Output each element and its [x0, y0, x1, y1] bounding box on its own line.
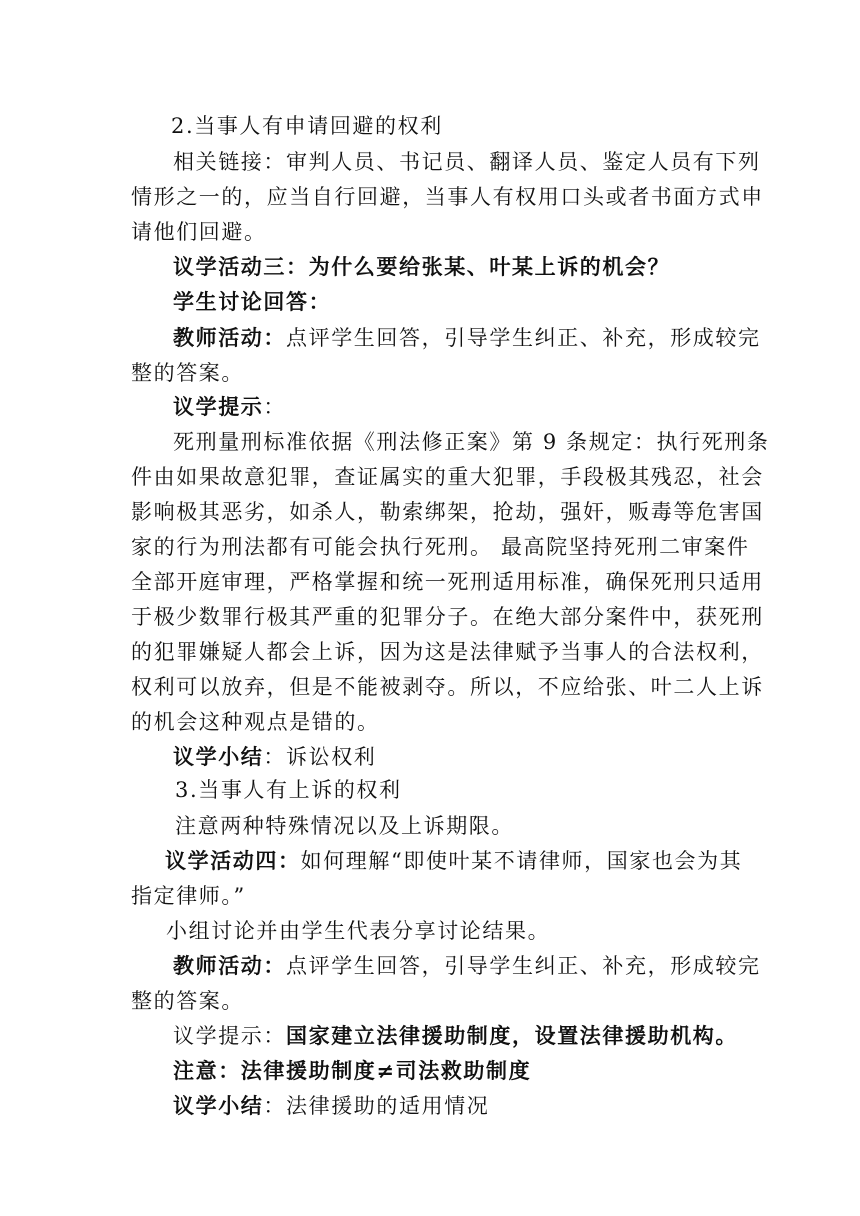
teacher-activity-label: 教师活动： [173, 953, 286, 978]
paragraph-line: 于极少数罪行极其严重的犯罪分子。在绝大部分案件中，获死刑 [131, 605, 764, 629]
teacher-activity-text: 点评学生回答，引导学生纠正、补充，形成较完 [286, 326, 761, 350]
hint-text: 国家建立法律援助制度，设置法律援助机构。 [286, 1023, 738, 1048]
paragraph-line: 情形之一的，应当自行回避，当事人有权用口头或者书面方式申 [131, 185, 764, 209]
item-3-heading: 3.当事人有上诉的权利 [175, 778, 402, 802]
note-line: 注意两种特殊情况以及上诉期限。 [175, 814, 514, 838]
hint-line [173, 1018, 738, 1054]
summary-label: 议学小结 [173, 1093, 264, 1118]
summary-text: ：诉讼权利 [263, 745, 377, 769]
activity-4-line [165, 843, 743, 879]
group-discussion-line: 小组讨论并由学生代表分享讨论结果。 [166, 919, 551, 943]
teacher-activity-text: 点评学生回答，引导学生纠正、补充，形成较完 [286, 954, 761, 978]
hint-label: 议学提示： [173, 1024, 286, 1048]
paragraph-line: 死刑量刑标准依据《刑法修正案》第 9 条规定：执行死刑条 [173, 430, 770, 454]
paragraph-line: 件由如果故意犯罪，查证属实的重大犯罪，手段极其残忍，社会 [131, 465, 764, 489]
activity-4-text: 如何理解“即使叶某不请律师，国家也会为其 [300, 849, 743, 873]
teacher-activity-line [173, 320, 761, 356]
teacher-activity-line [173, 948, 761, 984]
student-discussion-heading: 学生讨论回答： [173, 289, 332, 314]
teacher-activity-label: 教师活动： [173, 325, 286, 350]
hint-colon: ： [263, 395, 287, 419]
paragraph-line: 整的答案。 [131, 361, 244, 385]
paragraph-line: 的犯罪嫌疑人都会上诉，因为这是法律赋予当事人的合法权利， [131, 640, 764, 664]
paragraph-line: 影响极其恶劣，如杀人，勒索绑架，抢劫，强奸，贩毒等危害国 [131, 500, 764, 524]
paragraph-line: 的机会这种观点是错的。 [131, 710, 380, 734]
summary-line [173, 1088, 733, 1124]
activity-4-label: 议学活动四： [165, 848, 301, 873]
paragraph-line: 全部开庭审理，严格掌握和统一死刑适用标准，确保死刑只适用 [131, 570, 764, 594]
paragraph-line: 家的行为刑法都有可能会执行死刑。 最高院坚持死刑二审案件 [131, 535, 750, 559]
activity-3-heading: 议学活动三：为什么要给张某、叶某上诉的机会？ [173, 254, 671, 279]
summary-text: ：法律援助的适用情况 [263, 1094, 490, 1118]
summary-line [173, 739, 733, 775]
hint-heading [173, 389, 733, 425]
paragraph-line: 指定律师。” [131, 884, 246, 908]
item-2-heading: 2.当事人有申请回避的权利 [171, 114, 443, 138]
paragraph-line: 请他们回避。 [131, 220, 267, 244]
paragraph-line: 权利可以放弃，但是不能被剥夺。所以，不应给张、叶二人上诉 [131, 675, 764, 699]
hint-label: 议学提示 [173, 394, 264, 419]
related-link-line: 相关链接：审判人员、书记员、翻译人员、鉴定人员有下列 [173, 150, 761, 174]
paragraph-line: 整的答案。 [131, 989, 244, 1013]
note-heading: 注意：法律援助制度≠司法救助制度 [173, 1058, 532, 1083]
summary-label: 议学小结 [173, 744, 264, 769]
